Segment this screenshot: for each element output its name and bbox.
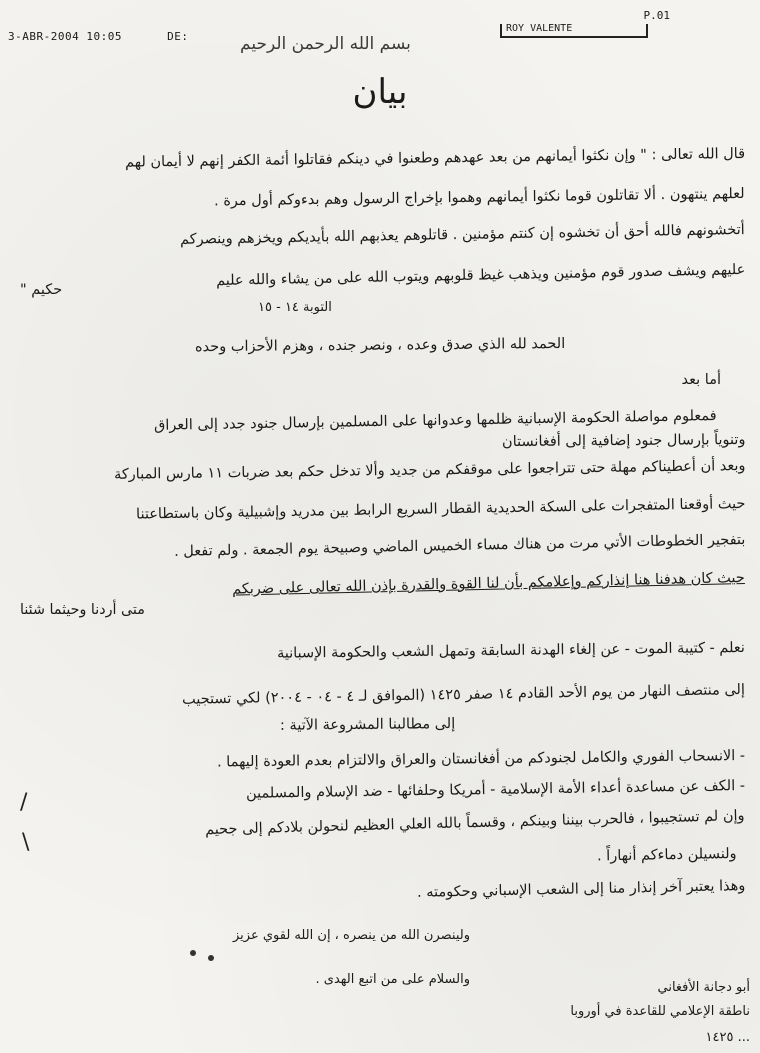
paragraph-line: فمعلوم مواصلة الحكومة الإسبانية ظلمها وعدوانها على المسلمين بإرسال جنود جدد إلى العراق <box>154 408 718 434</box>
margin-mark: / <box>20 790 28 815</box>
paragraph-line: حيث أوقعنا المتفجرات على السكة الحديدية القطار السريع الرابط بين مدريد وإشبيلية وكان باستطاعتنا <box>135 496 746 523</box>
signature-line: ناطقة الإعلامي للقاعدة في أوروبا <box>570 1004 750 1019</box>
fax-datetime: 3-ABR-2004 10:05 <box>8 30 122 43</box>
demand-item: - الكف عن مساعدة أعداء الأمة الإسلامية - أمريكا وحلفائها - ضد الإسلام والمسلمين <box>245 778 746 802</box>
ink-dot <box>190 950 196 956</box>
ink-dot <box>208 955 214 961</box>
amma-baad-text: أما بعد <box>681 372 721 388</box>
paragraph-line: وتنوياً بإرسال جنود إضافية إلى أفغانستان <box>501 432 746 451</box>
demands-intro: نعلم - كتيبة الموت - عن إلغاء الهدنة السابقة وتمهل الشعب والحكومة الإسبانية <box>277 640 746 662</box>
fax-header <box>8 30 188 43</box>
quran-line: قال الله تعالى : " وإن نكثوا أيمانهم من بعد عهدهم وطعنوا في دينكم فقاتلوا أئمة الكفر إنهم لا أيمان لهم <box>124 146 746 171</box>
basmala: بسم الله الرحمن الرحيم <box>240 34 411 54</box>
document-title: بيان <box>352 72 408 112</box>
margin-mark: \ <box>22 830 30 855</box>
demands-deadline: إلى منتصف النهار من يوم الأحد القادم ١٤ صفر ١٤٢٥ (الموافق لـ ٤ - ٠٤ - ٢٠٠٤) لكي تستجيب <box>182 682 746 708</box>
warning-line: وهذا يعتبر آخر إنذار منا إلى الشعب الإسباني وحكومته . <box>416 878 746 901</box>
quran-line: لعلهم ينتهون . ألا تقاتلون قوما نكثوا أيمانهم وهموا بإخراج الرسول وهم بدءوكم أول مرة . <box>214 186 746 210</box>
quran-quote <box>20 140 745 320</box>
amma-baad <box>20 372 745 396</box>
closing-line: والسلام على من اتبع الهدى . <box>315 972 470 987</box>
fax-page-number: P.01 <box>643 9 670 22</box>
fax-header-box: ROY VALENTE <box>500 24 648 38</box>
quran-reference: التوبة ١٤ - ١٥ <box>258 300 332 315</box>
fax-from-label: DE: <box>167 30 189 43</box>
paragraph-line: وبعد أن أعطيناكم مهلة حتى تتراجعوا على موقفكم من جديد وألا تدخل حكم بعد ضربات ١١ مارس المباركة <box>113 458 746 483</box>
demands-block <box>20 640 745 820</box>
signature-line: أبو دجانة الأفغاني <box>657 980 750 995</box>
closing-line: ولينصرن الله من ينصره ، إن الله لقوي عزيز <box>233 928 470 943</box>
quran-line: أتخشونهم فالله أحق أن تخشوه إن كنتم مؤمنين . قاتلوهم يعذبهم الله بأيديكم ويخزهم وينصركم <box>180 222 746 248</box>
signature-line: ... ١٤٢٥ <box>705 1030 750 1045</box>
paragraph-line: متى أردنا وحيثما شئنا <box>20 602 145 618</box>
demands-lead: إلى مطالبنا المشروعة الآتية : <box>279 716 456 734</box>
praise-text: الحمد لله الذي صدق وعده ، ونصر جنده ، وهزم الأحزاب وحده <box>194 336 566 356</box>
demand-item: - الانسحاب الفوري والكامل لجنودكم من أفغانستان والعراق والالتزام بعدم العودة إليهما . <box>216 748 746 771</box>
quran-line: عليهم ويشف صدور قوم مؤمنين ويذهب غيظ قلوبهم ويتوب الله على من يشاء والله عليم <box>215 262 746 290</box>
paragraph-line: حيث كان هدفنا هنا إنذاركم وإعلامكم بأن لنا القوة والقدرة بإذن الله تعالى على ضربكم <box>232 570 746 598</box>
warning-line: وإن لم تستجيبوا ، فالحرب بيننا وبينكم ، وقسماً بالله العلي العظيم لنحولن بلادكم إلى جحيم <box>205 808 746 839</box>
praise-line <box>20 336 745 366</box>
main-paragraphs <box>20 408 745 628</box>
warning-line: ولنسيلن دماءكم أنهاراً . <box>597 846 738 865</box>
warning-block <box>20 808 745 908</box>
paragraph-line: بتفجير الخطوطات الأتي مرت من هناك مساء الخميس الماضي وصبيحة يوم الجمعة . ولم تفعل . <box>173 532 746 560</box>
quran-line: حكيم " <box>20 282 63 298</box>
